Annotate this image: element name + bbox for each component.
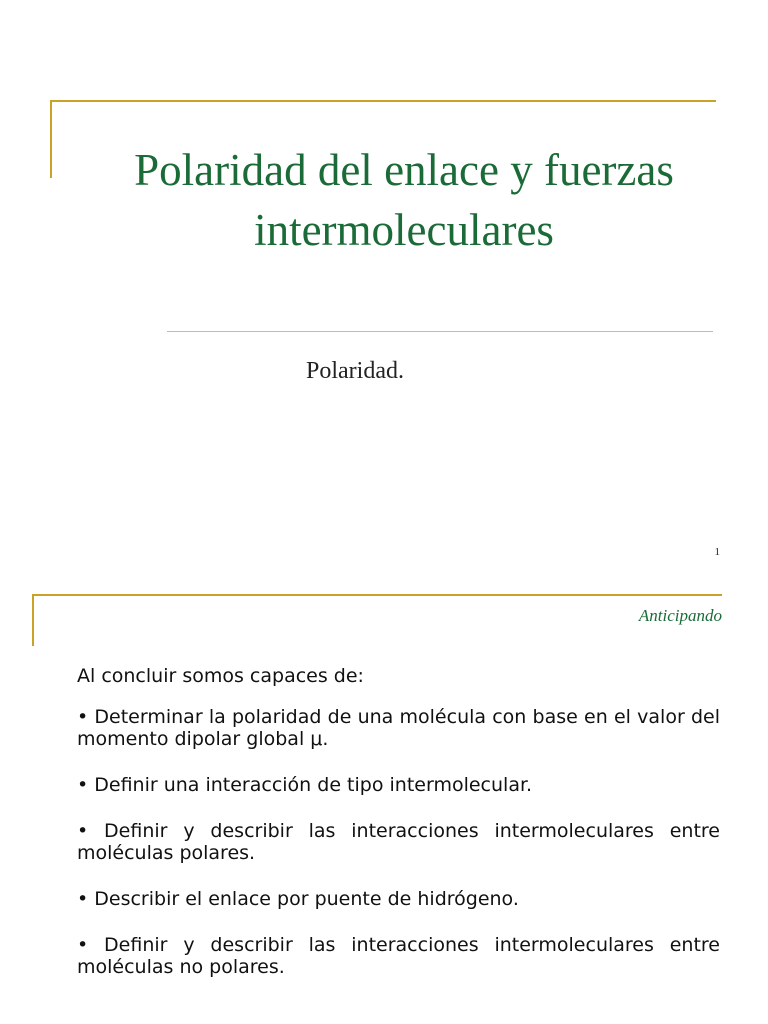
objective-item: • Definir una interacción de tipo intermolecular.: [77, 774, 533, 796]
top-border-line: [32, 594, 722, 596]
slide-subtitle: Polaridad.: [306, 358, 404, 384]
objectives-list: [77, 706, 720, 978]
title-divider-line: [167, 331, 713, 332]
objective-item: • Definir y describir las interacciones intermoleculares entre moléculas polares.: [77, 820, 720, 864]
objectives-content: [77, 664, 720, 978]
slide-title: Polaridad del enlace y fuerzas intermoleculares: [134, 145, 674, 255]
top-border-line: [50, 100, 716, 102]
left-border-line: [32, 594, 34, 646]
objective-item: • Describir el enlace por puente de hidrógeno.: [77, 888, 519, 910]
page-number: 1: [714, 546, 720, 558]
objectives-intro: Al concluir somos capaces de:: [77, 665, 364, 687]
objectives-slide: [0, 580, 768, 1024]
section-tag: Anticipando: [638, 606, 722, 625]
objective-item: • Determinar la polaridad de una molécula con base en el valor del momento dipolar global μ.: [77, 706, 720, 750]
objective-item: • Definir y describir las interacciones intermoleculares entre moléculas no polares.: [77, 934, 720, 978]
left-border-line: [50, 100, 52, 178]
